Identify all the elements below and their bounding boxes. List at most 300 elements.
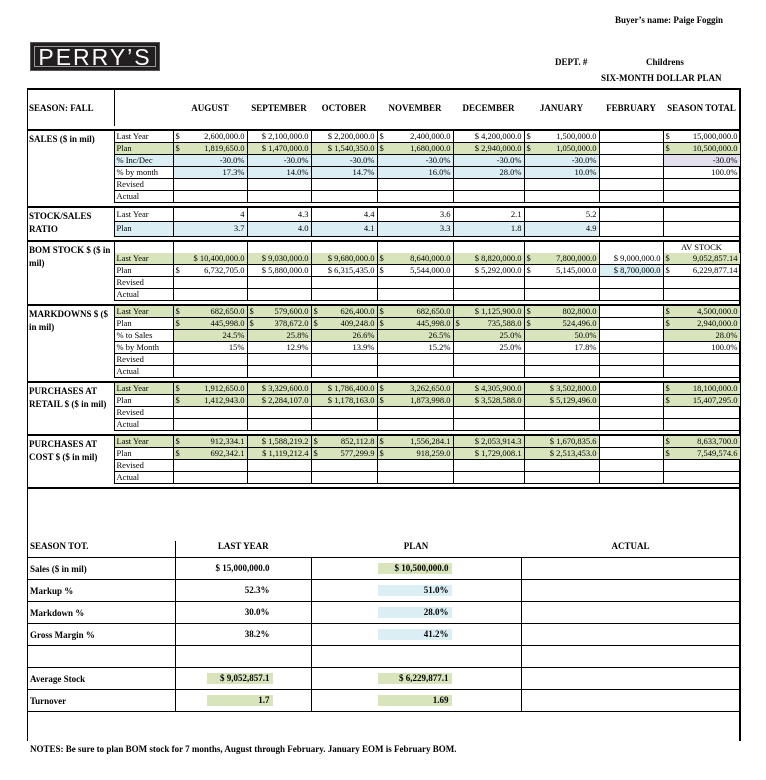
value-cell: 50.0%	[524, 329, 599, 341]
cell-value: 445,998.0	[416, 317, 451, 328]
currency-symbol: $	[665, 131, 670, 141]
cell-value: 8,640,000.0	[410, 252, 451, 263]
cell-value: 626,400.0	[340, 305, 375, 316]
value-cell	[599, 130, 663, 143]
currency-symbol: $	[526, 131, 531, 141]
value-cell	[173, 130, 247, 143]
currency-symbol: $	[175, 382, 180, 393]
row-label: Plan	[114, 222, 173, 236]
currency-symbol: $	[379, 317, 384, 328]
plan-row	[27, 276, 740, 288]
value-cell: $ 1,540,350.0	[311, 143, 377, 155]
summary-last-year	[207, 650, 273, 661]
cell-value: 1,912,650.0	[204, 382, 245, 393]
summary-row	[27, 602, 740, 624]
currency-symbol: $	[379, 252, 384, 263]
value-cell: $ 2,100,000.0	[247, 130, 311, 143]
value-cell	[599, 179, 663, 191]
value-cell	[377, 191, 453, 203]
value-cell	[311, 191, 377, 203]
value-cell	[524, 276, 599, 288]
row-label: Revised	[114, 179, 173, 191]
value-cell: -30.0%	[311, 155, 377, 167]
value-cell	[311, 447, 377, 459]
value-cell	[377, 394, 453, 406]
value-cell	[173, 317, 247, 329]
value-cell: 10.0%	[524, 167, 599, 179]
value-cell	[173, 382, 247, 395]
summary-header: SEASON TOT.	[27, 541, 175, 558]
value-cell: $ 1,125,900.0	[453, 305, 524, 318]
value-cell: 12.9%	[247, 341, 311, 353]
row-label: Plan	[114, 264, 173, 276]
value-cell	[599, 167, 663, 179]
value-cell	[377, 288, 453, 300]
plan-row	[27, 143, 740, 155]
value-cell	[524, 264, 599, 276]
value-cell	[377, 382, 453, 395]
value-cell	[453, 365, 524, 377]
value-cell	[247, 179, 311, 191]
cell-value: 5,544,000.0	[410, 264, 451, 275]
value-cell: -30.0%	[663, 155, 740, 167]
value-cell: $ 1,729,008.1	[453, 447, 524, 459]
value-cell	[599, 191, 663, 203]
value-cell	[663, 317, 740, 329]
row-label: % to Sales	[114, 329, 173, 341]
value-cell	[663, 207, 740, 222]
value-cell	[599, 317, 663, 329]
value-cell	[599, 471, 663, 483]
value-cell	[599, 353, 663, 365]
value-cell	[311, 353, 377, 365]
value-cell	[173, 353, 247, 365]
value-cell	[247, 317, 311, 329]
plan-row	[27, 365, 740, 377]
value-cell	[524, 471, 599, 483]
summary-last-year: 30.0%	[244, 607, 270, 617]
plan-row	[27, 406, 740, 418]
summary-row	[27, 558, 740, 580]
cell-value: 802,800.0	[562, 305, 597, 316]
value-cell	[453, 418, 524, 430]
currency-symbol: $	[175, 317, 180, 328]
value-cell	[247, 471, 311, 483]
cell-value: 10,500,000.0	[692, 143, 738, 153]
currency-symbol: $	[379, 447, 384, 458]
value-cell	[663, 382, 740, 395]
value-cell	[377, 353, 453, 365]
value-cell	[599, 418, 663, 430]
value-cell	[599, 382, 663, 395]
summary-header-row	[27, 541, 740, 558]
value-cell	[377, 471, 453, 483]
value-cell	[663, 305, 740, 318]
cell-value: 1,680,000.0	[410, 143, 451, 153]
value-cell	[663, 435, 740, 448]
value-cell	[663, 264, 740, 276]
value-cell	[247, 191, 311, 203]
value-cell: $ 2,284,107.0	[247, 394, 311, 406]
summary-row	[27, 690, 740, 712]
value-cell	[311, 288, 377, 300]
value-cell	[173, 394, 247, 406]
summary-label	[27, 646, 175, 668]
value-cell	[453, 191, 524, 203]
cell-value: 1,556,284.1	[410, 435, 451, 446]
plan-row	[27, 382, 740, 395]
value-cell: 4.4	[311, 207, 377, 222]
value-cell	[173, 288, 247, 300]
av-stock-row	[27, 241, 740, 253]
value-cell	[524, 406, 599, 418]
value-cell: $ 3,329,600.0	[247, 382, 311, 395]
value-cell: 4	[173, 207, 247, 222]
value-cell: $ 9,030,000.0	[247, 253, 311, 265]
plan-row	[27, 435, 740, 448]
summary-plan: 41.2%	[378, 629, 452, 640]
currency-symbol: $	[455, 317, 460, 328]
value-cell	[377, 264, 453, 276]
value-cell: 24.5%	[173, 329, 247, 341]
row-label: % by Month	[114, 341, 173, 353]
value-cell	[663, 471, 740, 483]
currency-symbol: $	[379, 305, 384, 316]
currency-symbol: $	[313, 435, 318, 446]
value-cell	[663, 179, 740, 191]
value-cell	[599, 365, 663, 377]
plan-row	[27, 447, 740, 459]
row-label: Plan	[114, 317, 173, 329]
currency-symbol: $	[313, 317, 318, 328]
value-cell: 14.7%	[311, 167, 377, 179]
plan-row	[27, 191, 740, 203]
value-cell	[524, 143, 599, 155]
currency-symbol: $	[665, 264, 670, 275]
value-cell: 25.0%	[453, 341, 524, 353]
value-cell	[599, 447, 663, 459]
plan-row	[27, 471, 740, 483]
value-cell	[453, 459, 524, 471]
plan-row	[27, 329, 740, 341]
value-cell	[599, 155, 663, 167]
value-cell	[453, 276, 524, 288]
value-cell	[311, 418, 377, 430]
cell-value: 852,112.8	[340, 435, 375, 446]
row-label: Actual	[114, 288, 173, 300]
value-cell	[173, 179, 247, 191]
cell-value: 1,412,943.0	[204, 394, 245, 405]
summary-last-year: $ 9,052,857.1	[207, 673, 273, 684]
plan-row	[27, 459, 740, 471]
cell-value: 682,650.0	[416, 305, 451, 316]
value-cell	[247, 459, 311, 471]
summary-header: PLAN	[311, 541, 521, 558]
summary-plan: 51.0%	[378, 585, 452, 596]
value-cell	[599, 459, 663, 471]
value-cell	[247, 305, 311, 318]
value-cell: -30.0%	[453, 155, 524, 167]
cell-value: 445,998.0	[210, 317, 245, 328]
value-cell	[377, 365, 453, 377]
summary-actual	[521, 624, 740, 646]
value-cell	[377, 143, 453, 155]
row-label: % Inc/Dec	[114, 155, 173, 167]
av-stock-label: AV STOCK	[663, 241, 740, 253]
value-cell	[377, 447, 453, 459]
blank-header	[114, 90, 173, 126]
value-cell: 25.8%	[247, 329, 311, 341]
value-cell	[663, 288, 740, 300]
value-cell	[599, 305, 663, 318]
row-label: Revised	[114, 276, 173, 288]
value-cell	[311, 435, 377, 448]
currency-symbol: $	[175, 264, 180, 275]
plan-row	[27, 179, 740, 191]
value-cell: $ 2,053,914.3	[453, 435, 524, 448]
value-cell	[311, 305, 377, 318]
value-cell	[663, 365, 740, 377]
plan-row	[27, 305, 740, 318]
value-cell: $ 1,670,835.6	[524, 435, 599, 448]
summary-header: LAST YEAR	[175, 541, 311, 558]
value-cell	[663, 222, 740, 236]
month-header-december: DECEMBER	[462, 102, 515, 113]
value-cell: 17.8%	[524, 341, 599, 353]
cell-value: 577,299.9	[340, 447, 375, 458]
value-cell: $ 1,119,212.4	[247, 447, 311, 459]
cell-value: 692,342.1	[210, 447, 245, 458]
value-cell	[524, 418, 599, 430]
month-header-november: NOVEMBER	[388, 102, 442, 113]
plan-row	[27, 253, 740, 265]
plan-row	[27, 222, 740, 236]
value-cell: $ 10,400,000.0	[173, 253, 247, 265]
summary-last-year: 1.7	[207, 695, 273, 706]
summary-last-year: $ 15,000,000.0	[215, 563, 270, 573]
summary-plan	[378, 650, 452, 661]
value-cell	[311, 459, 377, 471]
cell-value: 6,732,705.0	[204, 264, 245, 275]
value-cell	[173, 459, 247, 471]
currency-symbol: $	[665, 382, 670, 393]
value-cell: -30.0%	[524, 155, 599, 167]
value-cell	[247, 365, 311, 377]
value-cell	[599, 276, 663, 288]
value-cell: $ 2,513,453.0	[524, 447, 599, 459]
value-cell	[377, 435, 453, 448]
summary-label: Average Stock	[27, 668, 175, 690]
currency-symbol: $	[249, 317, 254, 328]
cell-value: 2,600,000.0	[204, 131, 245, 141]
value-cell	[599, 222, 663, 236]
value-cell: 4.1	[311, 222, 377, 236]
month-header-october: OCTOBER	[321, 102, 367, 113]
currency-symbol: $	[175, 131, 180, 141]
value-cell: 2.1	[453, 207, 524, 222]
row-label: Actual	[114, 418, 173, 430]
row-label: Actual	[114, 191, 173, 203]
cell-value: 918,259.0	[416, 447, 451, 458]
section-title: PURCHASES AT COST $ ($ in mil)	[27, 435, 114, 484]
cell-value: 7,800,000.0	[556, 252, 597, 263]
plan-row	[27, 264, 740, 276]
value-cell	[173, 264, 247, 276]
value-cell	[453, 406, 524, 418]
cell-value: 8,633,700.0	[697, 435, 738, 446]
value-cell	[599, 207, 663, 222]
currency-symbol: $	[379, 394, 384, 405]
value-cell	[663, 191, 740, 203]
value-cell	[377, 179, 453, 191]
summary-row	[27, 580, 740, 602]
currency-symbol: $	[526, 317, 531, 328]
currency-symbol: $	[313, 447, 318, 458]
currency-symbol: $	[526, 143, 531, 153]
value-cell: 28.0%	[663, 329, 740, 341]
value-cell: 4.9	[524, 222, 599, 236]
season-label: SEASON: FALL	[27, 90, 114, 126]
plan-row	[27, 341, 740, 353]
value-cell: 1.8	[453, 222, 524, 236]
season-summary	[27, 541, 741, 712]
currency-symbol: $	[526, 264, 531, 275]
plan-row	[27, 394, 740, 406]
summary-label: Turnover	[27, 690, 175, 712]
currency-symbol: $	[665, 447, 670, 458]
season-total-header: SEASON TOTAL	[667, 103, 736, 113]
value-cell	[524, 317, 599, 329]
summary-actual	[521, 580, 740, 602]
value-cell	[377, 305, 453, 318]
row-label: Revised	[114, 459, 173, 471]
value-cell	[663, 418, 740, 430]
cell-value: 912,334.1	[210, 435, 245, 446]
value-cell	[377, 418, 453, 430]
currency-symbol: $	[313, 305, 318, 316]
value-cell	[377, 406, 453, 418]
value-cell: $ 8,820,000.0	[453, 253, 524, 265]
value-cell	[524, 191, 599, 203]
currency-symbol: $	[379, 382, 384, 393]
month-header-january: JANUARY	[539, 102, 584, 113]
summary-plan: 1.69	[378, 695, 452, 706]
cell-value: 7,549,574.6	[697, 447, 738, 458]
plan-row	[27, 155, 740, 167]
summary-label: Sales ($ in mil)	[27, 558, 175, 580]
cell-value: 1,819,650.0	[204, 143, 245, 153]
cell-value: 735,588.0	[487, 317, 522, 328]
summary-label: Gross Margin %	[27, 624, 175, 646]
value-cell	[524, 130, 599, 143]
value-cell: -30.0%	[377, 155, 453, 167]
value-cell	[311, 276, 377, 288]
currency-symbol: $	[665, 143, 670, 153]
month-header-september: SEPTEMBER	[251, 102, 307, 113]
plan-row	[27, 130, 740, 143]
value-cell	[453, 353, 524, 365]
row-label: % by month	[114, 167, 173, 179]
value-cell	[524, 459, 599, 471]
value-cell	[311, 317, 377, 329]
value-cell	[173, 191, 247, 203]
currency-symbol: $	[665, 435, 670, 446]
value-cell	[524, 288, 599, 300]
cell-value: 2,400,000.0	[410, 131, 451, 141]
value-cell	[524, 365, 599, 377]
currency-symbol: $	[175, 143, 180, 153]
value-cell	[599, 394, 663, 406]
value-cell	[599, 288, 663, 300]
currency-symbol: $	[379, 131, 384, 141]
row-label: Revised	[114, 406, 173, 418]
value-cell	[173, 406, 247, 418]
value-cell	[663, 253, 740, 265]
row-label: Last Year	[114, 130, 173, 143]
value-cell	[377, 317, 453, 329]
section-title: STOCK/SALES RATIO	[27, 207, 114, 236]
plan-row	[27, 317, 740, 329]
value-cell	[173, 447, 247, 459]
currency-symbol: $	[249, 305, 254, 316]
cell-value: 15,407,295.0	[692, 394, 738, 405]
value-cell: -30.0%	[247, 155, 311, 167]
value-cell	[173, 471, 247, 483]
currency-symbol: $	[379, 264, 384, 275]
plan-title: SIX-MONTH DOLLAR PLAN	[601, 73, 722, 83]
month-header-row	[27, 90, 740, 126]
value-cell: 15.2%	[377, 341, 453, 353]
value-cell: $ 8,700,000.0	[599, 264, 663, 276]
value-cell	[663, 276, 740, 288]
cell-value: 1,500,000.0	[556, 131, 597, 141]
currency-symbol: $	[526, 252, 531, 263]
currency-symbol: $	[665, 252, 670, 263]
value-cell	[173, 435, 247, 448]
value-cell: 26.6%	[311, 329, 377, 341]
value-cell	[663, 447, 740, 459]
value-cell	[173, 418, 247, 430]
value-cell: $ 9,680,000.0	[311, 253, 377, 265]
value-cell	[377, 276, 453, 288]
plan-row	[27, 288, 740, 300]
value-cell	[453, 179, 524, 191]
value-cell	[599, 329, 663, 341]
value-cell: 100.0%	[663, 341, 740, 353]
value-cell: 26.5%	[377, 329, 453, 341]
buyer-name: Buyer’s name: Paige Foggin	[615, 15, 724, 25]
value-cell	[524, 253, 599, 265]
summary-last-year: 52.3%	[244, 585, 270, 595]
value-cell	[377, 253, 453, 265]
value-cell	[173, 276, 247, 288]
value-cell	[247, 353, 311, 365]
month-header-august: AUGUST	[191, 102, 229, 113]
value-cell: 5.2	[524, 207, 599, 222]
summary-actual	[521, 668, 740, 690]
value-cell: $ 9,000,000.0	[599, 253, 663, 265]
cell-value: 579,600.0	[274, 305, 309, 316]
value-cell	[524, 305, 599, 318]
value-cell: $ 4,200,000.0	[453, 130, 524, 143]
cell-value: 4,500,000.0	[697, 305, 738, 316]
dept-label: DEPT. #	[555, 57, 588, 67]
currency-symbol: $	[379, 143, 384, 153]
value-cell: $ 2,200,000.0	[311, 130, 377, 143]
summary-row	[27, 646, 740, 668]
summary-actual	[521, 690, 740, 712]
cell-value: 5,145,000.0	[556, 264, 597, 275]
